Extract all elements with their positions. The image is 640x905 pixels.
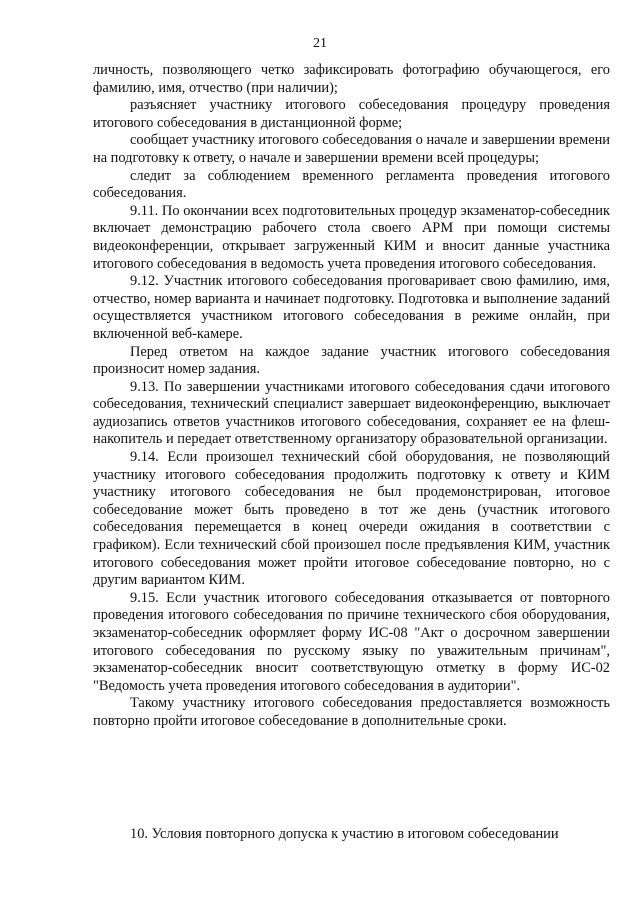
- document-body: [93, 62, 610, 731]
- paragraph-9-14: 9.14. Если произошел технический сбой оборудования, не позволяющий участнику итогового собеседования продолжить подготовку к ответу и КИМ участнику итогового собеседования не был продемонстрирован, итоговое собеседование может быть проведено в тот же день (участник итогового собеседования перемещается в конец очереди ожидания в соответствии с графиком). Если технический сбой произошел после предъявления КИМ, участник итогового собеседования может пройти итоговое собеседование повторно, но с другим вариантом КИМ.: [93, 449, 610, 589]
- paragraph-task-number: Перед ответом на каждое задание участник итогового собеседования произносит номер задания.: [93, 343, 610, 378]
- paragraph-explain-procedure: разъясняет участнику итогового собеседования процедуру проведения итогового собеседования в дистанционной форме;: [93, 97, 610, 131]
- page-number: 21: [313, 36, 327, 51]
- paragraph-continuation: личность, позволяющего четко зафиксировать фотографию обучающегося, его фамилию, имя, отчество (при наличии);: [93, 62, 610, 96]
- paragraph-9-13: 9.13. По завершении участниками итогового собеседования сдачи итогового собеседования, технический специалист завершает видеоконференцию, выключает аудиозапись ответов участников итогового собеседования, сохраняет ее на флеш-накопитель и передает ответственному организатору образовательной организации.: [93, 378, 610, 448]
- paragraph-time-regulation: следит за соблюдением временного регламента проведения итогового собеседования.: [93, 167, 610, 202]
- section-heading: 10. Условия повторного допуска к участию в итоговом собеседовании: [130, 826, 559, 842]
- paragraph-9-11: 9.11. По окончании всех подготовительных процедур экзаменатор-собеседник включает демонстрацию рабочего стола своего АРМ при помощи системы видеоконференции, открывает загруженный КИМ и вносит данные участника итогового собеседования в ведомость учета проведения итогового собеседования.: [93, 202, 610, 272]
- paragraph-9-12: 9.12. Участник итогового собеседования проговаривает свою фамилию, имя, отчество, номер варианта и начинает подготовку. Подготовка и выполнение заданий осуществляется участником итогового собеседования в режиме онлайн, при включенной веб-камере.: [93, 273, 610, 342]
- paragraph-additional-dates: Такому участнику итогового собеседования предоставляется возможность повторно пройти итоговое собеседование в дополнительные сроки.: [93, 695, 610, 729]
- paragraph-time-notice: сообщает участнику итогового собеседования о начале и завершении времени на подготовку к ответу, о начале и завершении времени всей процедуры;: [93, 132, 610, 166]
- paragraph-9-15: 9.15. Если участник итогового собеседования отказывается от повторного проведения итогового собеседования по причине технического сбоя оборудования, экзаменатор-собеседник оформляет форму ИС-08 "Акт о досрочном завершении итогового собеседования по русскому языку по уважительным причинам", экзаменатор-собеседник вносит соответствующую отметку в форму ИС-02 "Ведомость учета проведения итогового собеседования в аудитории".: [93, 589, 610, 694]
